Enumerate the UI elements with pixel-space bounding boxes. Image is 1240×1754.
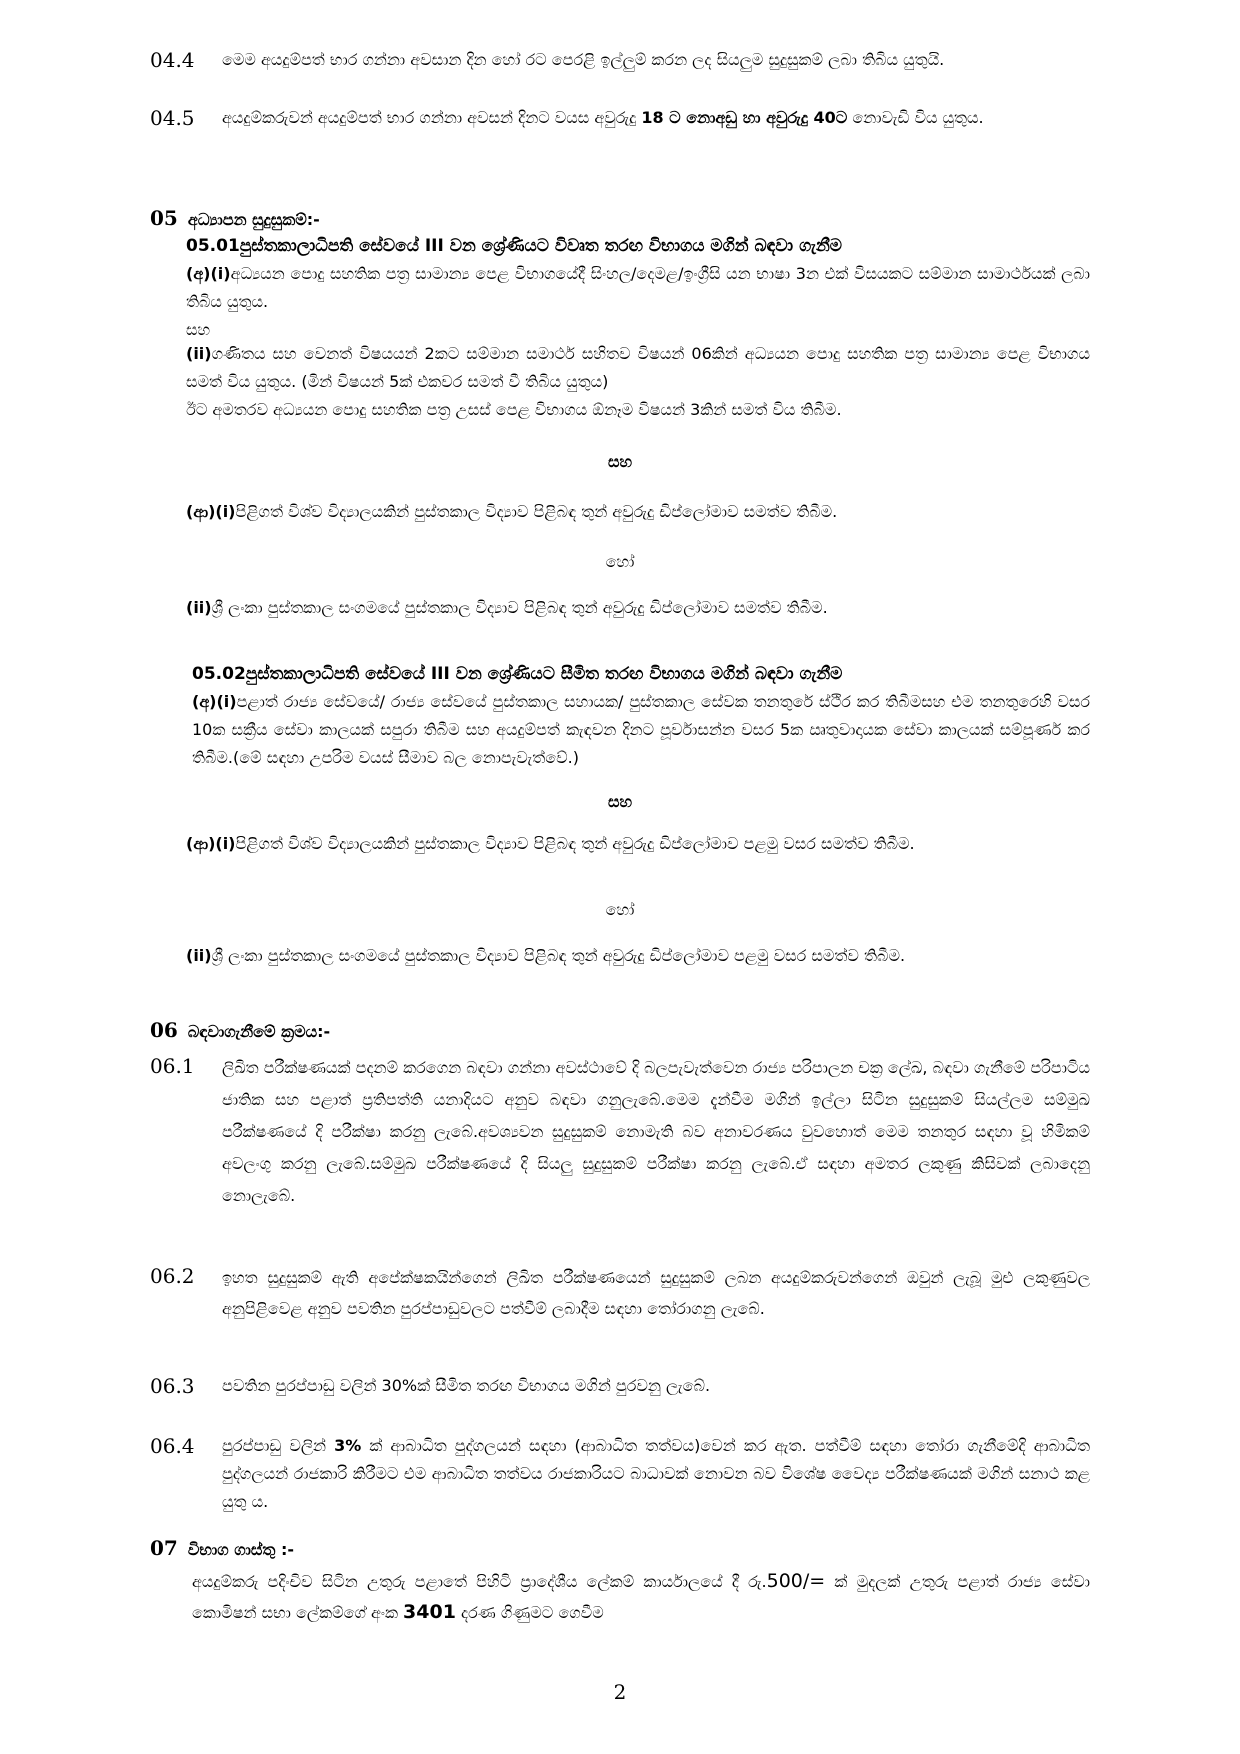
item-label: (අ)(i)	[192, 692, 237, 711]
subsection-heading: 05.02පුස්තකාලාධිපති සේවයේ III වන ශ්‍රේණියට සීමිත තරඟ විභාගය මගින් බඳවා ගැනීම	[192, 664, 843, 684]
item-label: (ආ)(i)	[186, 834, 236, 853]
item-text: ශ්‍රී ලංකා පුස්තකාල සංගමයේ පුස්තකාල විද්‍යාව පිළිබඳ තුන් අවුරුදු ඩිප්ලෝමාව පළමු වසර සමත්ව තිබීම.	[211, 946, 906, 965]
conjunction: හෝ	[605, 900, 635, 919]
item-text	[222, 1432, 1090, 1516]
paragraph	[186, 942, 1090, 970]
account-number: 3401	[403, 1601, 456, 1623]
item-text: පළාත් රාජ්‍ය සේවයේ/ රාජ්‍ය සේවයේ පුස්තකාල සහායක/ පුස්තකාල සේවක තනතුරේ ස්ථිර කර තිබීමසහ එම තනතුරෙහි වසර 10ක සක්‍රීය සේවා කාලයක් සපුරා තිබීම සහ අයදුම්පත් කැඳවන දිනට පූර්වාසන්න වසර 5ක ඍතුවාදායක සේවා කාලයක් සම්පූර්ණ කර තිබීම.(මේ සඳහා උපරිම වයස් සීමාව බල නොපැවැත්වේ.)	[192, 692, 1090, 767]
paragraph	[186, 830, 1090, 858]
text-run: ක් ආබාධිත පුද්ගලයන් සඳහා (ආබාධිත තත්වය)වෙන් කර ඇත. පත්වීම් සඳහා තෝරා ගැනීමේදි ආබාධිත පුද්ගලයන් රාජකාරි කිරීමට එම ආබාධිත තත්වය රාජකාරියට බාධාවක් නොවන බව විශේෂ වෛද්‍ය පරීක්ෂණයක් මගින් සනාථ කළ යුතු ය.	[222, 1436, 1090, 1511]
item-text: අධ්‍යයන පොදු සහතික පත්‍ර සාමාන්‍ය පෙළ විභාගයේදී සිංහල/දෙමළ/ඉංග්‍රීසි යන භාෂා 3න එක් විසයකට සම්මාන සාමාර්ථයක් ලබා තිබිය යුතුය.	[186, 264, 1090, 311]
section-number: 06	[150, 1018, 178, 1042]
item-label: (අ)(i)	[186, 264, 231, 283]
item-text: ලිඛිත පරීක්ෂණයක් පදනම් කරගෙන බඳවා ගන්නා අවස්ථාවේ දි බලපැවැත්වෙන රාජ්‍ය පරිපාලන චක්‍ර ලේඛ, බඳවා ගැනීමේ පරිපාටිය ජාතික සහ පළාත් ප්‍රතිපත්ති යනාදියට අනුව බඳවා ගනුලැබේ.මෙම දැන්වීම මගින් ඉල්ලා සිටින සුදුසුකම් සියල්ලම සම්මුඛ පරීක්ෂණයේ දි පරීක්ෂා කරනු ලැබේ.අවශ්‍යවන සුදුසුකම් නොමැති බව අනාවරණය වුවහොත් මෙම තනතුර සඳහා වූ හිමිකම් අවලංගු කරනු ලැබේ.සම්මුඛ පරීක්ෂණයේ දි සියලු සුදුසුකම් පරීක්ෂා කරනු ලැබේ.ඒ සඳහා අමතර ලකුණු කිසිවක් ලබාදෙනු නොලැබේ.	[222, 1058, 1090, 1205]
conjunction: සහ	[186, 320, 211, 339]
section-title: විභාග ගාස්තු :-	[187, 1540, 295, 1559]
item-text: මෙම අයදුම්පත් භාර ගන්නා අවසාන දින හෝ රට පෙරළි ඉල්ලුම් කරන ලද සියලුම සුදුසුකම් ලබා තිබිය යුතුයි.	[222, 50, 945, 69]
section-heading	[150, 1016, 330, 1046]
conjunction: හෝ	[605, 552, 635, 571]
item-number: 06.4	[150, 1434, 195, 1458]
section-heading	[150, 204, 320, 234]
section-title: බඳවාගැනීමේ ක්‍රමය:-	[187, 1022, 331, 1041]
paragraph	[186, 498, 1090, 526]
amount: 500/=	[766, 1570, 826, 1592]
item-text: ඉහත සුදුසුකම් ඇති අපේක්ෂකයින්ගෙන් ලිඛිත පරීක්ෂණයෙන් සුදුසුකම් ලබන අයදුම්කරුවන්ගෙන් ඔවුන් ලැබූ මුළු ලකුණුවල අනුපිළිවෙළ අනුව පවතින පුරප්පාඩුවලට පත්වීම් ලබාදීම සඳහා තෝරාගනු ලැබේ.	[222, 1268, 1090, 1318]
paragraph	[192, 1566, 1090, 1628]
item-number: 04.4	[150, 48, 195, 72]
item-text: පවතින පුරප්පාඩු වලින් 30%ක් සීමිත තරඟ විභාගය මගින් පුරවනු ලැබේ.	[222, 1376, 711, 1395]
text-run: ක් මුදලක් උතුරු පළාත් රාජ්‍ය සේවා කොමිෂන් සභා ලේකම්ගේ අංක	[192, 1572, 1090, 1622]
section-number: 07	[150, 1536, 178, 1560]
item-text: ශ්‍රී ලංකා පුස්තකාල සංගමයේ පුස්තකාල විද්‍යාව පිළිබඳ තුන් අවුරුදු ඩිප්ලෝමාව සමත්ව තිබීම.	[211, 598, 828, 617]
paragraph	[192, 688, 1090, 772]
item-text: ගණිතය සහ වෙනත් විෂයයන් 2කට සම්මාන සමාර්ථ සහිතව විෂයන් 06කින් අධ්‍යයන පොදු සහතික පත්‍ර සාමාන්‍ය පෙළ විභාගය සමත් විය යුතුය. (මින් විෂයන් 5ක් එකවර සමත් වී තිබිය යුතුය)	[186, 344, 1090, 391]
subsection-heading: 05.01පුස්තකාලාධිපති සේවයේ III වන ශ්‍රේණියට විවෘත තරඟ විභාගය මගින් බඳවා ගැනීම	[186, 236, 842, 256]
paragraph	[186, 260, 1090, 316]
paragraph	[186, 340, 1090, 396]
item-number: 06.3	[150, 1374, 195, 1398]
item-number: 06.1	[150, 1054, 195, 1078]
item-number: 04.5	[150, 106, 195, 130]
item-text	[222, 104, 1090, 132]
text-run: දරණ ගිණුමට ගෙවීම	[455, 1603, 604, 1622]
paragraph: ඊට අමතරව අධ්‍යයන පොදු සහතික පත්‍ර උසස් පෙළ විභාගය ඕනෑම විෂයන් 3කින් සමත් විය තිබීම.	[186, 400, 842, 419]
text-run: අයදුම්කරු පදිංචිව සිටින උතුරු පළාතේ පිහිටි ප්‍රාදේශීය ලේකම් කාර්යාලයේ දී රු.	[192, 1572, 767, 1591]
text-run: අයදුම්කරුවන් අයදුම්පත් භාර ගන්නා අවසන් දිනට වයස අවුරුදු	[222, 108, 642, 127]
item-text: පිළිගත් විශ්ව විද්‍යාලයකින් පුස්තකාල විද්‍යාව පිළිබඳ තුන් අවුරුදු ඩිප්ලෝමාව සමත්ව තිබීම.	[235, 502, 838, 521]
item-text: පිළිගත් විශ්ව විද්‍යාලයකින් පුස්තකාල විද්‍යාව පිළිබඳ තුන් අවුරුදු ඩිප්ලෝමාව පළමු වසර සමත්ව තිබීම.	[235, 834, 915, 853]
page-number: 2	[613, 1680, 627, 1704]
text-run: නොවැඩි විය යුතුය.	[847, 108, 984, 127]
conjunction: සහ	[607, 452, 633, 471]
item-label: (ii)	[186, 598, 212, 617]
paragraph	[186, 594, 1090, 622]
item-label: (ආ)(i)	[186, 502, 236, 521]
item-number: 06.2	[150, 1264, 195, 1288]
item-label: (ii)	[186, 946, 212, 965]
section-number: 05	[150, 206, 178, 230]
text-run: පුරප්පාඩු වලින්	[222, 1436, 335, 1455]
item-label: (ii)	[186, 344, 212, 363]
bold-run: 18 ට නොඅඩු හා අවුරුදු 40ට	[641, 108, 848, 127]
section-heading	[150, 1534, 294, 1564]
bold-run: 3%	[334, 1436, 362, 1455]
conjunction: සහ	[607, 792, 633, 811]
section-title: අධ්‍යාපන සුදුසුකම්:-	[187, 210, 320, 229]
